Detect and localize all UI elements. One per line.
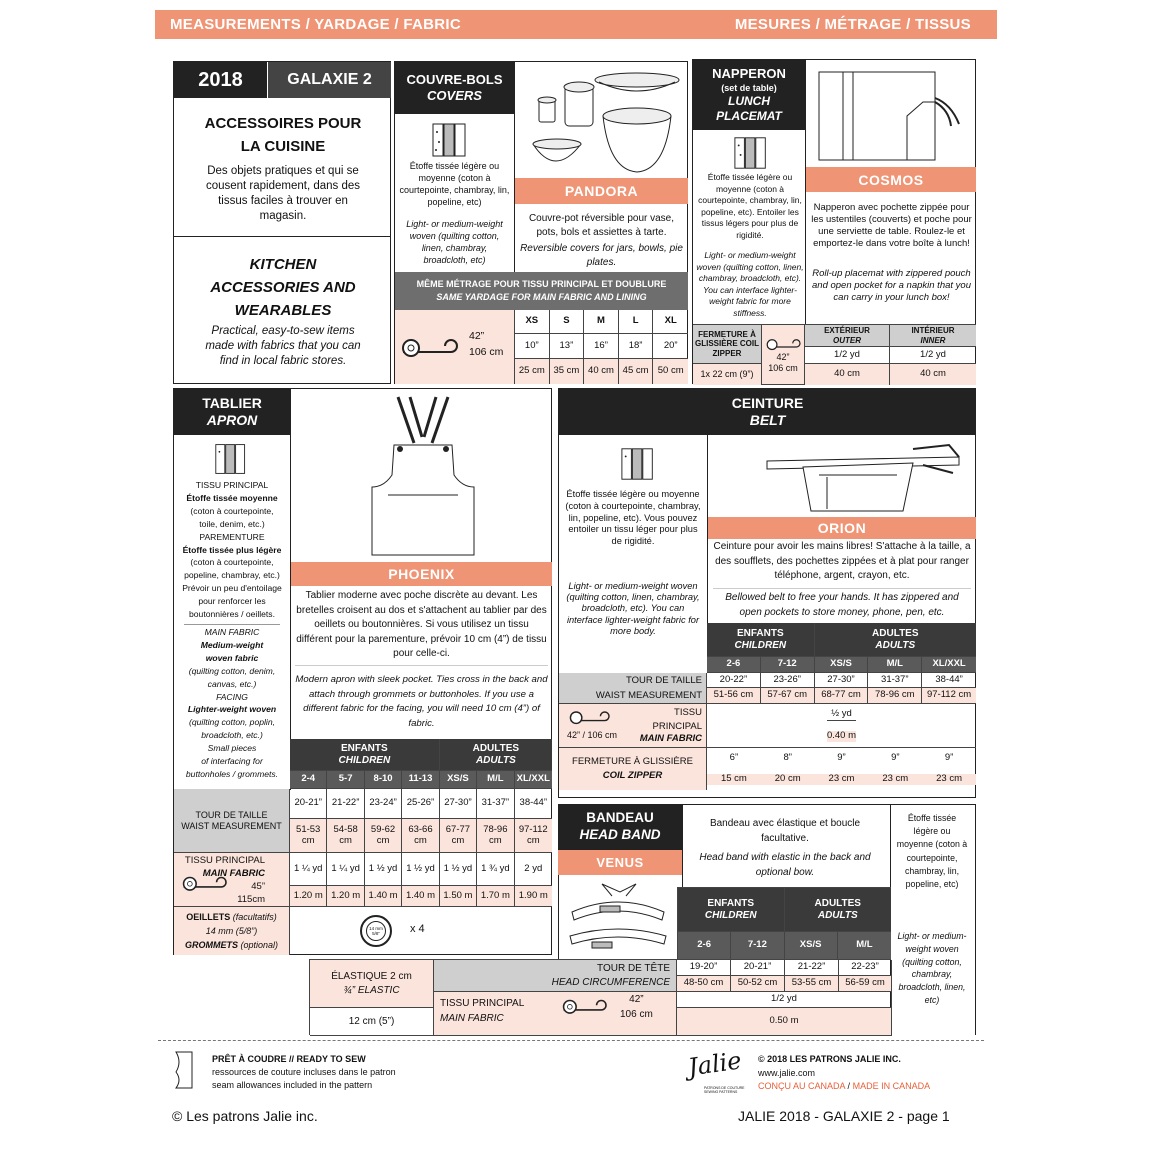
apron-desc-fr: Tablier moderne avec poche discrète au devant. Les bretelles croisent au dos et s'attachent au tablier par des oeillets ou boutonnières. Si vous utilisez un tissu différent pour la parementure, prévoir 10 cm (4”) de tissu pour celle-ci.	[296, 590, 547, 659]
header-bar	[155, 10, 997, 39]
belt-main-fr: TISSU PRINCIPAL	[652, 707, 702, 732]
belt-desc-fr: Ceinture pour avoir les mains libres! S'attache à la taille, a des soufflets, des pochettes zippées et à plat pour ranger téléphone, argent, crayon, etc.	[713, 541, 971, 581]
head-cm: 50-52 cm	[731, 976, 785, 992]
grom-size: 14 mm (5/8”)	[205, 926, 258, 936]
covers-note-en: SAME YARDAGE FOR MAIN FABRIC AND LINING	[436, 292, 647, 302]
belt-title-en: BELT	[749, 412, 786, 428]
size-header: L	[619, 310, 654, 334]
grom-opt-en: (optional)	[240, 940, 279, 950]
fabric-bolt-icon	[569, 708, 609, 726]
adults-en: ADULTS	[475, 754, 516, 766]
fabric-line: canvas, etc.)	[207, 678, 257, 689]
size-header: XL/XXL	[922, 657, 976, 673]
placemat-box	[692, 59, 976, 384]
fabric-line: (coton à courtepointe,	[190, 557, 274, 568]
headband-title	[558, 804, 682, 850]
belt-size-table	[559, 623, 976, 798]
kids-fr: ENFANTS	[707, 898, 755, 909]
apron-waist-in: 31-37”	[477, 789, 514, 819]
bowls-illustration	[525, 66, 685, 178]
elastic-label	[310, 960, 434, 1008]
apron-waist-in: 25-26”	[402, 789, 439, 819]
belt-m-value: 0.40 m	[826, 729, 857, 741]
placemat-outer-yd: 1/2 yd	[805, 347, 890, 364]
apron-waist-in: 21-22”	[327, 789, 364, 819]
size-header: XL	[653, 310, 688, 334]
grom-en: GROMMETS	[184, 940, 238, 950]
apron-fabric-fr-list	[176, 479, 288, 621]
covers-width-in: 42”	[469, 330, 485, 342]
zip-in: 9”	[837, 752, 846, 764]
head-cm: 48-50 cm	[677, 976, 731, 992]
covers-fabric-fr: Étoffe tissée légère ou moyenne (coton à courtepointe, chambray, lin, popeline, etc)	[399, 161, 510, 208]
covers-title-fr: COUVRE-BOLS	[406, 71, 503, 87]
main-fr: TISSU PRINCIPAL	[184, 854, 265, 866]
placemat-title-fr: NAPPERON	[712, 66, 786, 82]
fabric-line: TISSU PRINCIPAL	[195, 480, 269, 490]
header-left: MEASUREMENTS / YARDAGE / FABRIC	[170, 16, 462, 33]
belt-width: 42” / 106 cm	[567, 730, 618, 740]
intro-title-en: KITCHEN ACCESSORIES AND WEARABLES	[210, 256, 356, 319]
size-header: XS/S	[440, 771, 477, 789]
apron-waist-label	[174, 789, 290, 853]
main-en: MAIN FABRIC	[440, 1013, 504, 1024]
placemat-outer-cm: 40 cm	[805, 364, 890, 385]
fabric-line: FACING	[216, 691, 248, 702]
headband-adults-head	[785, 888, 892, 932]
zip-cm: 23 cm	[815, 774, 869, 785]
outer-fr: EXTÉRIEUR	[824, 326, 870, 336]
grom-opt-fr: (facultatifs)	[232, 912, 277, 922]
covers-in: 20”	[653, 334, 688, 359]
fabric-bolt-icon	[182, 873, 226, 893]
adults-fr: ADULTES	[814, 898, 861, 909]
fabric-line: toile, denim, etc.)	[199, 518, 265, 529]
intro-desc-fr: Des objets pratiques et qui se cousent rapidement, dans des tissus faciles à trouver en magasin.	[205, 165, 361, 222]
apron-yd: 2 yd	[515, 853, 552, 886]
apron-grommet-label	[174, 907, 290, 955]
grommet-icon	[360, 915, 392, 947]
headband-yd: 1/2 yd	[677, 992, 892, 1008]
belt-waist-in: 20-22”	[707, 673, 761, 688]
adults-en: ADULTS	[817, 909, 858, 921]
footer-left: © Les patrons Jalie inc.	[172, 1108, 318, 1124]
zip-fr: FERMETURE À GLISSIÈRE	[572, 756, 693, 767]
head-circ-label	[434, 960, 677, 992]
fabric-line: Étoffe tissée moyenne	[186, 492, 278, 503]
footer-info: © 2018 LES PATRONS JALIE INC. www.jalie.com CONÇU AU CANADA / MADE IN CANADA	[758, 1054, 931, 1091]
placemat-zip-val: 1x 22 cm (9”)	[693, 364, 762, 385]
placemat-zip-label: FERMETURE À GLISSIÈRE COIL ZIPPER	[693, 325, 762, 364]
fabric-line: (quilting cotton, denim,	[188, 665, 276, 676]
fabric-line: (quilting cotton, poplin,	[189, 717, 275, 728]
pattern-piece-icon	[172, 1050, 194, 1090]
belt-zip-cell	[707, 748, 976, 790]
belt-zip-label	[559, 748, 707, 790]
covers-title	[395, 62, 514, 114]
apron-grommet-cell	[290, 907, 552, 955]
belt-yd-value: ½ yd	[827, 709, 856, 721]
apron-size-table	[174, 739, 552, 955]
apron-box	[173, 388, 552, 955]
covers-size-table	[514, 310, 688, 384]
zip-in: 6”	[729, 752, 739, 764]
zip-cm: 23 cm	[868, 774, 922, 785]
apron-illustration	[362, 397, 484, 557]
head-in: 21-22”	[785, 960, 839, 976]
apron-title	[174, 389, 290, 435]
apron-yd: 1 ½ yd	[440, 853, 477, 886]
placemat-title	[693, 60, 805, 130]
apron-m: 1.40 m	[365, 886, 402, 907]
zip-in: 9”	[891, 752, 900, 764]
header-right: MESURES / MÉTRAGE / TISSUS	[734, 16, 971, 33]
belt-waist-in: 23-26”	[761, 673, 815, 688]
zip-cm: 15 cm	[707, 774, 761, 785]
covers-box	[394, 61, 688, 384]
fabric-line: Étoffe tissée plus légère	[182, 544, 282, 555]
zip-in: 8”	[783, 752, 792, 764]
fabric-bolt-icon	[766, 336, 800, 352]
apron-waist-cm: 59-62 cm	[365, 819, 402, 853]
intro-title-fr: ACCESSOIRES POUR LA CUISINE	[204, 115, 362, 155]
apron-desc-en: Modern apron with sleek pocket. Ties cross in the back and attach through grommets or buttonholes. If you use a different fabric for the facing, you will need 10 cm (4”) of fabric.	[295, 674, 548, 729]
apron-waist-cm: 97-112 cm	[515, 819, 552, 853]
headband-size-table	[677, 887, 891, 959]
apron-width-in: 45”	[251, 880, 265, 892]
apron-m: 1.40 m	[402, 886, 439, 907]
belt-waist-cm: 78-96 cm	[868, 688, 922, 704]
belt-main-en: MAIN FABRIC	[639, 733, 702, 744]
kids-en: CHILDREN	[734, 639, 787, 651]
fabric-line: popeline, chambray, etc.)	[184, 570, 280, 581]
inner-en: INNER	[920, 335, 946, 345]
inner-fr: INTÉRIEUR	[911, 326, 955, 336]
fabric-line: MAIN FABRIC	[204, 627, 260, 637]
made-fr: CONÇU AU CANADA	[758, 1081, 846, 1091]
headband-fabric-fr: Étoffe tissée légère ou moyenne (coton à courtepointe, chambray, lin, popeline, etc)	[896, 813, 968, 890]
placemat-desc-en: Roll-up placemat with zippered pouch and open pocket for a napkin that you can carry in your lunch box!	[812, 268, 971, 303]
fabric-bolt-icon	[562, 996, 606, 1016]
apron-waist-cm: 51-53 cm	[290, 819, 327, 853]
belt-waist-cm: 51-56 cm	[707, 688, 761, 704]
belt-waist-in: 38-44”	[922, 673, 976, 688]
covers-note	[395, 272, 688, 310]
size-header: XS/S	[815, 657, 869, 673]
jalie-logo: Jalie	[686, 1046, 744, 1082]
headband-main-label	[434, 992, 677, 1036]
size-header: 7-12	[731, 932, 784, 960]
ready-title: PRÊT À COUDRE // READY TO SEW	[212, 1054, 366, 1064]
fabric-line: pour renforcer les	[198, 596, 266, 607]
covers-name: PANDORA	[515, 178, 688, 204]
headband-illustration	[562, 882, 674, 952]
head-in: 22-23”	[839, 960, 892, 976]
covers-desc-fr: Couvre-pot réversible pour vase, pots, bols et assiettes à tarte.	[528, 213, 675, 238]
headband-width-cm: 106 cm	[620, 1009, 653, 1020]
apron-waist-cm: 54-58 cm	[327, 819, 364, 853]
size-header: XS/S	[785, 932, 838, 960]
kids-fr: ENFANTS	[341, 743, 388, 754]
size-header: 11-13	[402, 771, 439, 789]
head-in: 20-21”	[731, 960, 785, 976]
headband-title-fr: BANDEAU	[586, 810, 654, 826]
covers-title-en: COVERS	[427, 88, 482, 103]
apron-waist-cm: 67-77 cm	[440, 819, 477, 853]
fabric-line: Medium-weight	[200, 639, 264, 650]
placemat-inner-head	[890, 325, 976, 347]
belt-fabric-en: Light- or medium-weight woven (quilting cotton, linen, chambray, broadcloth, etc). You can interface lighter-weight fabric for more body.	[566, 581, 700, 636]
fabric-roll-icon	[212, 441, 252, 477]
grom-fr: OEILLETS	[186, 912, 231, 922]
elastic-value: 12 cm (5”)	[310, 1008, 434, 1036]
apron-adults-head	[440, 739, 552, 771]
size-header: M/L	[868, 657, 922, 673]
apron-yd: 1 ½ yd	[365, 853, 402, 886]
intro-box	[173, 61, 391, 384]
size-header: 2-6	[678, 932, 731, 960]
apron-m: 1.20 m	[327, 886, 364, 907]
kids-en: CHILDREN	[704, 909, 757, 921]
placemat-inner-yd: 1/2 yd	[890, 347, 976, 364]
apron-yd: 1 ½ yd	[402, 853, 439, 886]
apron-kids-head	[290, 739, 440, 771]
size-header: XS	[515, 310, 550, 334]
placemat-fabric-en: Light- or medium-weight woven (quilting cotton, linen, chambray, broadcloth, etc). You can interface lighter-weight fabric for more stiffness.	[696, 250, 804, 318]
placemat-title-en: LUNCH PLACEMAT	[716, 93, 782, 123]
belt-box	[558, 388, 976, 798]
elastic-en: ¾” ELASTIC	[343, 984, 400, 996]
apron-waist-in: 23-24”	[365, 789, 402, 819]
covers-in: 13”	[550, 334, 585, 359]
belt-fabric-fr: Étoffe tissée légère ou moyenne (coton à courtepointe, chambray, lin, popeline, etc). Vous pouvez entoiler un tissu léger pour plus de rigidité.	[565, 489, 701, 547]
apron-title-en: APRON	[206, 412, 258, 428]
fabric-line: buttonholes / grommets.	[185, 768, 279, 779]
belt-waist-label	[559, 673, 707, 704]
placemat-yardage-table	[693, 324, 976, 384]
belt-waist-cm: 97-112 cm	[922, 688, 976, 704]
fabric-line: boutonnières / oeillets.	[189, 609, 275, 620]
headband-yardage-table	[309, 959, 891, 1035]
covers-width-cm: 106 cm	[469, 346, 504, 358]
fabric-bolt-icon	[401, 336, 457, 358]
placemat-fabric-fr: Étoffe tissée légère ou moyenne (coton à courtepointe, chambray, lin, popeline, etc). Entoiler les tissus légers pour plus de rigidité.	[698, 172, 802, 240]
headband-desc-fr: Bandeau avec élastique et boucle facultative.	[709, 818, 861, 844]
headband-kids-head	[678, 888, 785, 932]
main-fr: TISSU PRINCIPAL	[440, 998, 525, 1009]
size-header: 2-4	[290, 771, 327, 789]
apron-yd: 1 ¾ yd	[477, 853, 514, 886]
apron-yd: 1 ¼ yd	[290, 853, 327, 886]
waist-en: WAIST MEASUREMENT	[181, 820, 282, 831]
belt-kids-head	[707, 623, 815, 657]
size-header: 2-6	[707, 657, 761, 673]
head-cm: 53-55 cm	[785, 976, 839, 992]
head-in: 19-20”	[677, 960, 731, 976]
covers-cm: 25 cm	[515, 359, 550, 384]
placemat-desc-fr: Napperon avec pochette zippée pour les ustentiles (couverts) et poche pour une serviette de table. Roulez-le et emportez-le dans votre boîte à lunch!	[811, 202, 972, 249]
head-en: HEAD CIRCUMFERENCE	[551, 976, 670, 988]
fabric-line: PAREMENTURE	[199, 531, 265, 542]
intro-desc-en: Practical, easy-to-sew items made with fabrics that you can find in local fabric stores.	[205, 325, 361, 367]
fabric-roll-icon	[733, 134, 771, 172]
fabric-line: Small pieces	[207, 743, 257, 754]
adults-en: ADULTS	[875, 639, 916, 651]
covers-width-cell	[395, 310, 514, 384]
placemat-outer-head	[805, 325, 890, 347]
placemat-name: COSMOS	[806, 167, 976, 192]
fabric-line: (coton à courtepointe,	[190, 505, 274, 516]
head-fr: TOUR DE TÊTE	[597, 962, 670, 974]
apron-m: 1.70 m	[477, 886, 514, 907]
placemat-width-cell	[762, 325, 805, 385]
covers-note-fr: MÊME MÉTRAGE POUR TISSU PRINCIPAL ET DOUBLURE	[416, 279, 667, 289]
kids-en: CHILDREN	[338, 754, 391, 766]
waist-en: WAIST MEASUREMENT	[595, 690, 702, 701]
fabric-line: Prévoir un peu d'entoilage	[182, 583, 282, 594]
adults-fr: ADULTES	[872, 628, 919, 639]
head-cm: 56-59 cm	[839, 976, 892, 992]
belt-main-label	[559, 704, 707, 748]
elastic-fr: ÉLASTIQUE 2 cm	[331, 970, 412, 982]
size-header: 7-12	[761, 657, 815, 673]
belt-waist-in: 27-30”	[815, 673, 869, 688]
belt-waist-in: 31-37”	[868, 673, 922, 688]
fabric-line: of interfacing for	[201, 756, 263, 767]
zip-cm: 23 cm	[922, 774, 976, 785]
belt-desc-en: Bellowed belt to free your hands. It has zippered and open pockets to store money, phone, pen, etc.	[725, 592, 959, 618]
apron-waist-cm: 63-66 cm	[402, 819, 439, 853]
footer-copy: © 2018 LES PATRONS JALIE INC.	[758, 1054, 901, 1064]
headband-m: 0.50 m	[677, 1008, 892, 1036]
apron-waist-cm: 78-96 cm	[477, 819, 514, 853]
headband-name: VENUS	[558, 850, 682, 875]
headband-fabric-en: Light- or medium-weight woven (quilting cotton, chambray, broadcloth, linen, etc)	[897, 931, 967, 1005]
zip-en: COIL ZIPPER	[602, 770, 663, 781]
apron-waist-in: 38-44”	[515, 789, 552, 819]
belt-waist-cm: 57-67 cm	[761, 688, 815, 704]
waist-fr: TOUR DE TAILLE	[195, 810, 268, 821]
fabric-line: woven fabric	[205, 652, 259, 663]
placemat-inner-cm: 40 cm	[890, 364, 976, 385]
zip-cm: 20 cm	[761, 774, 815, 785]
apron-m: 1.50 m	[440, 886, 477, 907]
kids-fr: ENFANTS	[736, 628, 784, 639]
size-header: M/L	[838, 932, 891, 960]
grommet-count: x 4	[410, 923, 425, 935]
apron-width-cm: 115cm	[237, 893, 265, 905]
placemat-width-in: 42”	[776, 352, 790, 363]
apron-m: 1.90 m	[515, 886, 552, 907]
belt-name: ORION	[708, 517, 976, 539]
covers-cm: 40 cm	[584, 359, 619, 384]
placemat-width-cm: 106 cm	[768, 362, 798, 373]
covers-in: 16”	[584, 334, 619, 359]
zip-in: 9”	[944, 752, 954, 764]
adults-fr: ADULTES	[472, 743, 520, 754]
ready-en: seam allowances included in the pattern	[212, 1080, 373, 1090]
fabric-roll-icon	[619, 445, 659, 483]
covers-in: 18”	[619, 334, 654, 359]
covers-desc-en: Reversible covers for jars, bowls, pie plates.	[520, 243, 683, 268]
covers-fabric-en: Light- or medium-weight woven (quilting cotton, linen, chambray, broadcloth, etc)	[406, 219, 503, 266]
year-label: 2018	[174, 62, 267, 98]
fabric-line: broadcloth, etc.)	[201, 730, 263, 741]
headband-width-in: 42”	[629, 994, 644, 1005]
made-en: MADE IN CANADA	[852, 1081, 931, 1091]
headband-desc-en: Head band with elastic in the back and optional bow.	[699, 852, 871, 878]
footer-right: JALIE 2018 - GALAXIE 2 - page 1	[738, 1108, 950, 1124]
main-en: MAIN FABRIC	[202, 867, 265, 879]
placemat-illustration	[819, 72, 969, 160]
headband-title-en: HEAD BAND	[579, 827, 661, 842]
size-header: M/L	[477, 771, 514, 789]
footer-web: www.jalie.com	[758, 1067, 816, 1078]
jalie-logo-sub: PATRONS DE COUTURE SEWING PATTERNS	[704, 1086, 745, 1094]
size-header: 8-10	[365, 771, 402, 789]
apron-yd: 1 ¼ yd	[327, 853, 364, 886]
ready-to-sew	[212, 1053, 396, 1092]
ready-fr: ressources de couture incluses dans le patron	[212, 1067, 396, 1077]
apron-waist-in: 27-30”	[440, 789, 477, 819]
placemat-sub-fr: (set de table)	[721, 82, 777, 93]
collection-label: GALAXIE 2	[268, 62, 391, 98]
belt-title-fr: CEINTURE	[731, 394, 804, 411]
fabric-roll-icon	[431, 120, 471, 160]
apron-m: 1.20 m	[290, 886, 327, 907]
fabric-line: Lighter-weight woven	[187, 704, 277, 715]
grommet-icon-label: 14 mm 5/8”	[366, 921, 386, 941]
covers-cm: 45 cm	[619, 359, 654, 384]
covers-in: 10”	[515, 334, 550, 359]
belt-title	[559, 389, 976, 435]
size-header: 5-7	[327, 771, 364, 789]
belt-illustration	[763, 441, 963, 513]
outer-en: OUTER	[833, 335, 861, 345]
apron-waist-in: 20-21”	[290, 789, 327, 819]
apron-name: PHOENIX	[291, 562, 552, 586]
belt-yd	[707, 704, 976, 748]
size-header: XL/XXL	[515, 771, 552, 789]
belt-waist-cm: 68-77 cm	[815, 688, 869, 704]
size-header: S	[550, 310, 585, 334]
size-header: M	[584, 310, 619, 334]
covers-cm: 35 cm	[550, 359, 585, 384]
covers-cm: 50 cm	[653, 359, 688, 384]
apron-title-fr: TABLIER	[202, 394, 262, 411]
waist-fr: TOUR DE TAILLE	[625, 675, 702, 686]
belt-adults-head	[815, 623, 976, 657]
